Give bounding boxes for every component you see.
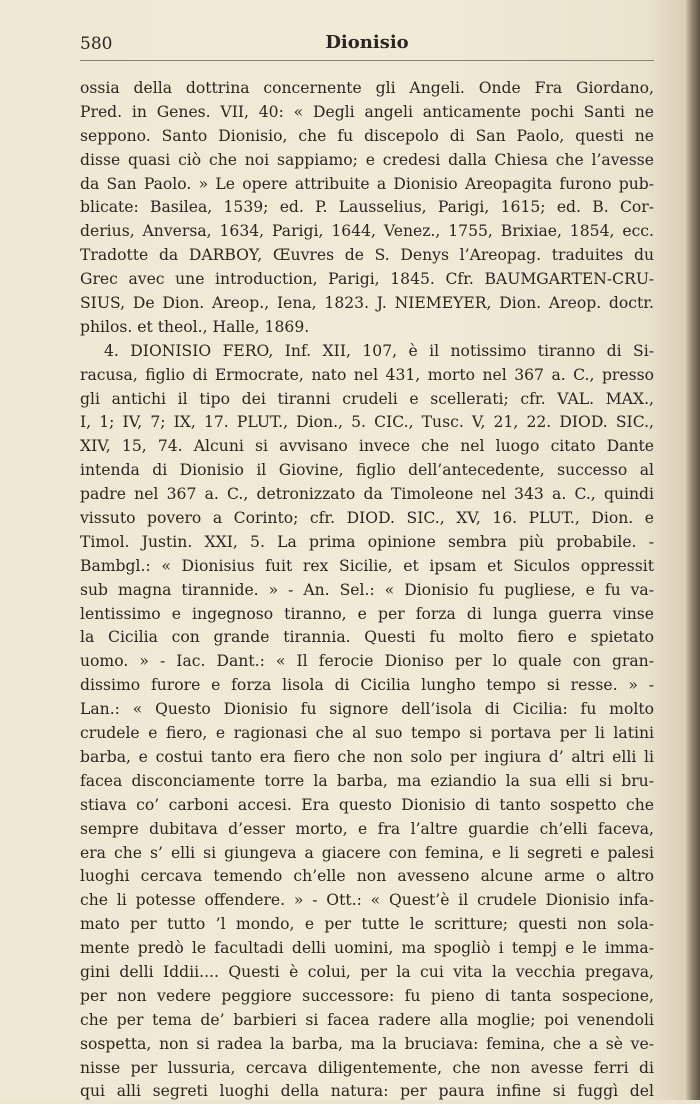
page-number: 580	[80, 34, 113, 54]
text-line: era che s’ elli si giungeva a giacere con femina, e li segreti e palesi	[80, 843, 654, 862]
text-line: dissimo furore e forza lisola di Cicilia lungho tempo si resse. » -	[80, 676, 654, 695]
text-line: I, 1; IV, 7; IX, 17. PLUT., Dion., 5. CIC., Tusc. V, 21, 22. DIOD. SIC.,	[80, 413, 654, 432]
body-text	[80, 77, 654, 1104]
text-line: padre nel 367 a. C., detronizzato da Timoleone nel 343 a. C., quindi	[80, 485, 654, 504]
text-line: uomo. » - Iac. Dant.: « Il ferocie Dioniso per lo quale con gran-	[80, 652, 654, 671]
text-line: che per tema de’ barbieri si facea radere alla moglie; poi venendoli	[80, 1010, 654, 1029]
page-edge-shadow	[686, 0, 700, 1100]
text-line: gini delli Iddii.... Questi è colui, per la cui vita la vecchia pregava,	[80, 962, 654, 981]
text-line: seppono. Santo Dionisio, che fu discepolo di San Paolo, questi ne	[80, 126, 654, 145]
text-line: philos. et theol., Halle, 1869.	[80, 317, 310, 336]
text-line: Lan.: « Questo Dionisio fu signore dell’isola di Cicilia: fu molto	[80, 700, 654, 719]
text-line: disse quasi ciò che noi sappiamo; e credesi dalla Chiesa che l’avesse	[80, 150, 654, 169]
text-line: facea disconciamente torre la barba, ma eziandio la sua elli si bru-	[80, 771, 654, 790]
text-line: mente predò le facultadi delli uomini, ma spogliò i tempj e le imma-	[80, 939, 654, 958]
text-line: blicate: Basilea, 1539; ed. P. Lausselius, Parigi, 1615; ed. B. Cor-	[80, 198, 654, 217]
text-line: da San Paolo. » Le opere attribuite a Dionisio Areopagita furono pub-	[80, 174, 654, 193]
text-line: derius, Anversa, 1634, Parigi, 1644, Venez., 1755, Brixiae, 1854, ecc.	[80, 222, 654, 241]
text-line: sempre dubitava d’esser morto, e fra l’altre guardie ch’elli faceva,	[80, 819, 654, 838]
header-rule	[80, 60, 654, 61]
text-line: luoghi cercava temendo ch’elle non avesseno alcune arme o altro	[80, 867, 654, 886]
running-head: Dionisio	[325, 32, 409, 53]
text-line: mato per tutto ’l mondo, e per tutte le scritture; questi non sola-	[80, 915, 654, 934]
text-line: intenda di Dionisio il Giovine, figlio dell’antecedente, successo al	[80, 461, 654, 480]
text-line: Bambgl.: « Dionisius fuit rex Sicilie, et ipsam et Siculos oppressit	[80, 556, 654, 575]
text-line: per non vedere peggiore successore: fu pieno di tanta sospecione,	[80, 986, 654, 1005]
text-line: barba, e costui tanto era fiero che non solo per ingiura d’ altri elli li	[80, 747, 654, 766]
text-line: nisse per lussuria, cercava diligentemente, che non avesse ferri di	[80, 1058, 654, 1077]
text-line: vissuto povero a Corinto; cfr. DIOD. SIC., XV, 16. PLUT., Dion. e	[80, 509, 654, 528]
text-line: la Cicilia con grande tirannia. Questi fu molto fiero e spietato	[80, 628, 654, 647]
text-line: SIUS, De Dion. Areop., Iena, 1823. J. NIEMEYER, Dion. Areop. doctr.	[80, 294, 654, 313]
text-line: Grec avec une introduction, Parigi, 1845. Cfr. BAUMGARTEN-CRU-	[80, 270, 654, 289]
text-line: Timol. Justin. XXI, 5. La prima opinione sembra più probabile. -	[80, 532, 654, 551]
text-line: Tradotte da DARBOY, Œuvres de S. Denys l’Areopag. traduites du	[80, 246, 654, 265]
paragraph-start: 4. DIONISIO FERO, Inf. XII, 107, è il notissimo tiranno di Si-	[104, 341, 654, 360]
text-line: racusa, figlio di Ermocrate, nato nel 431, morto nel 367 a. C., presso	[80, 365, 654, 384]
text-line: gli antichi il tipo dei tiranni crudeli e scellerati; cfr. VAL. MAX.,	[80, 389, 654, 408]
text-line: che li potesse offendere. » - Ott.: « Quest’è il crudele Dionisio infa-	[80, 891, 654, 910]
text-line: qui alli segreti luoghi della natura: per paura infine si fuggì del	[80, 1082, 654, 1101]
text-line: crudele e fiero, e ragionasi che al suo tempo si portava per li latini	[80, 724, 654, 743]
text-line: XIV, 15, 74. Alcuni si avvisano invece che nel luogo citato Dante	[80, 437, 654, 456]
text-line: sospetta, non si radea la barba, ma la bruciava: femina, che a sè ve-	[80, 1034, 654, 1053]
text-line: lentissimo e ingegnoso tiranno, e per forza di lunga guerra vinse	[80, 604, 654, 623]
text-line: ossia della dottrina concernente gli Angeli. Onde Fra Giordano,	[80, 79, 654, 97]
page-header	[80, 30, 654, 60]
text-line: sub magna tirannide. » - An. Sel.: « Dionisio fu pugliese, e fu va-	[80, 580, 654, 599]
text-line: Pred. in Genes. VII, 40: « Degli angeli anticamente pochi Santi ne	[80, 102, 654, 121]
text-line: stiava co’ carboni accesi. Era questo Dionisio di tanto sospetto che	[80, 795, 654, 814]
